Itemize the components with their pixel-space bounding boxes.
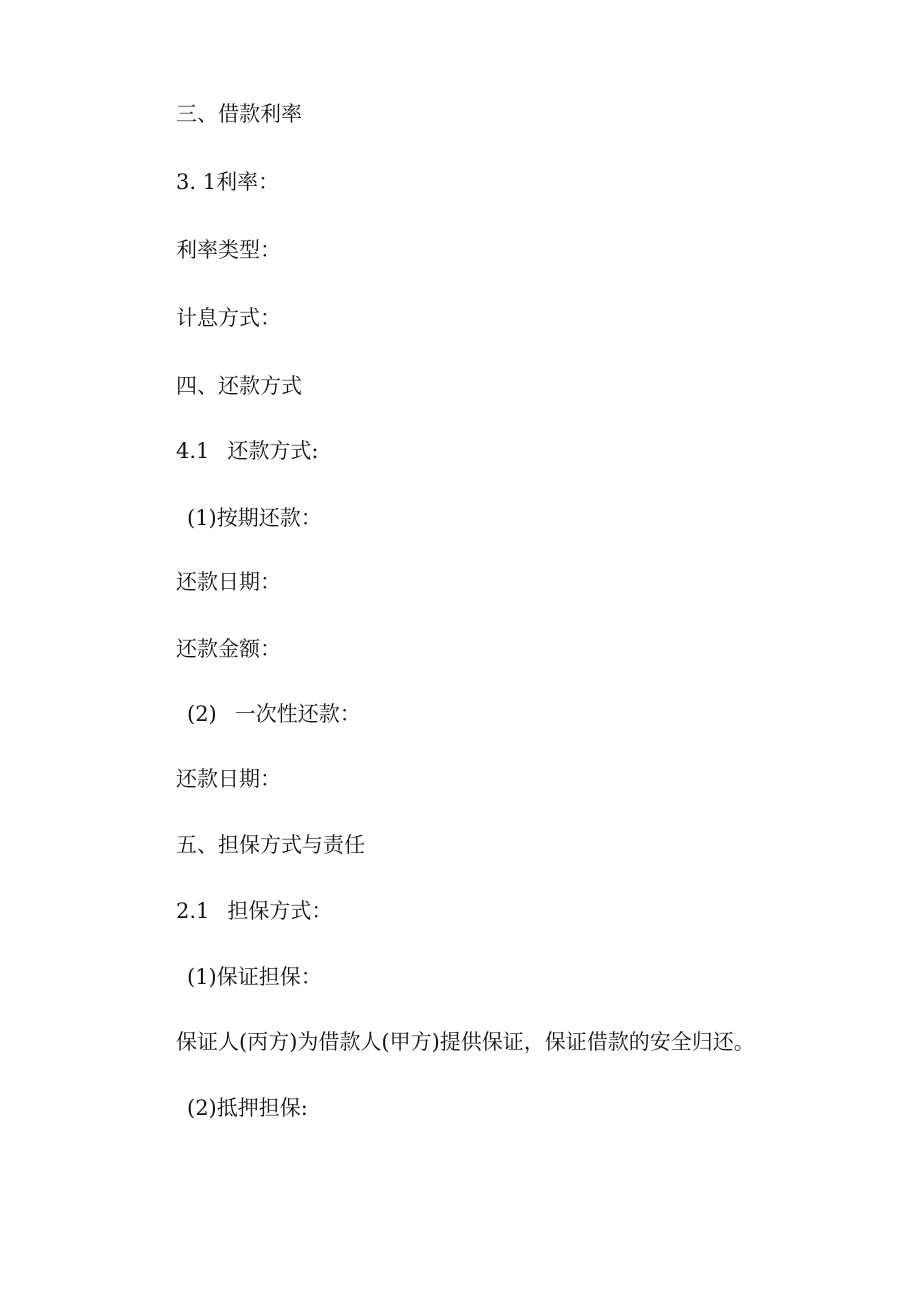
- line-text: 还款日期：: [176, 570, 281, 594]
- line-text: 还款日期：: [176, 767, 281, 791]
- line-text: 计息方式：: [176, 306, 281, 330]
- item-mortgage-guarantee: [187, 1094, 308, 1122]
- line-text: 一次性还款：: [234, 702, 361, 726]
- clause-interest-rate: [176, 168, 279, 196]
- item-lump-sum-repayment: [187, 700, 361, 728]
- field-interest-method: [176, 304, 281, 332]
- line-text: 保证人(丙方)为借款人(甲方)提供保证，保证借款的安全归还。: [176, 1030, 755, 1054]
- clause-number: 4.1: [176, 439, 210, 463]
- line-text: 还款方式:: [227, 439, 319, 463]
- clause-number: 2.1: [176, 899, 210, 923]
- clause-guarantee-method: [176, 897, 332, 925]
- line-text: 三、借款利率: [176, 102, 302, 126]
- paragraph-surety-description: [176, 1028, 755, 1056]
- clause-repayment-method: [176, 437, 318, 465]
- line-text: (2)抵押担保:: [187, 1096, 308, 1120]
- field-repayment-amount: [176, 635, 281, 663]
- field-repayment-date-2: [176, 765, 281, 793]
- line-text: 还款金额：: [176, 637, 281, 661]
- line-text: (1)按期还款：: [187, 506, 322, 530]
- line-text: 五、担保方式与责任: [176, 833, 365, 857]
- section-heading-loan-interest: [176, 100, 302, 128]
- section-heading-guarantee: [176, 831, 365, 859]
- item-number: (2): [187, 702, 217, 726]
- line-text: 担保方式：: [227, 899, 333, 923]
- line-text: 3. 1利率：: [176, 170, 280, 194]
- field-rate-type: [176, 236, 281, 264]
- line-text: (1)保证担保：: [187, 965, 322, 989]
- item-surety-guarantee: [187, 963, 322, 991]
- line-text: 四、还款方式: [176, 374, 302, 398]
- item-scheduled-repayment: [187, 504, 322, 532]
- line-text: 利率类型：: [176, 238, 281, 262]
- field-repayment-date: [176, 568, 281, 596]
- section-heading-repayment: [176, 372, 302, 400]
